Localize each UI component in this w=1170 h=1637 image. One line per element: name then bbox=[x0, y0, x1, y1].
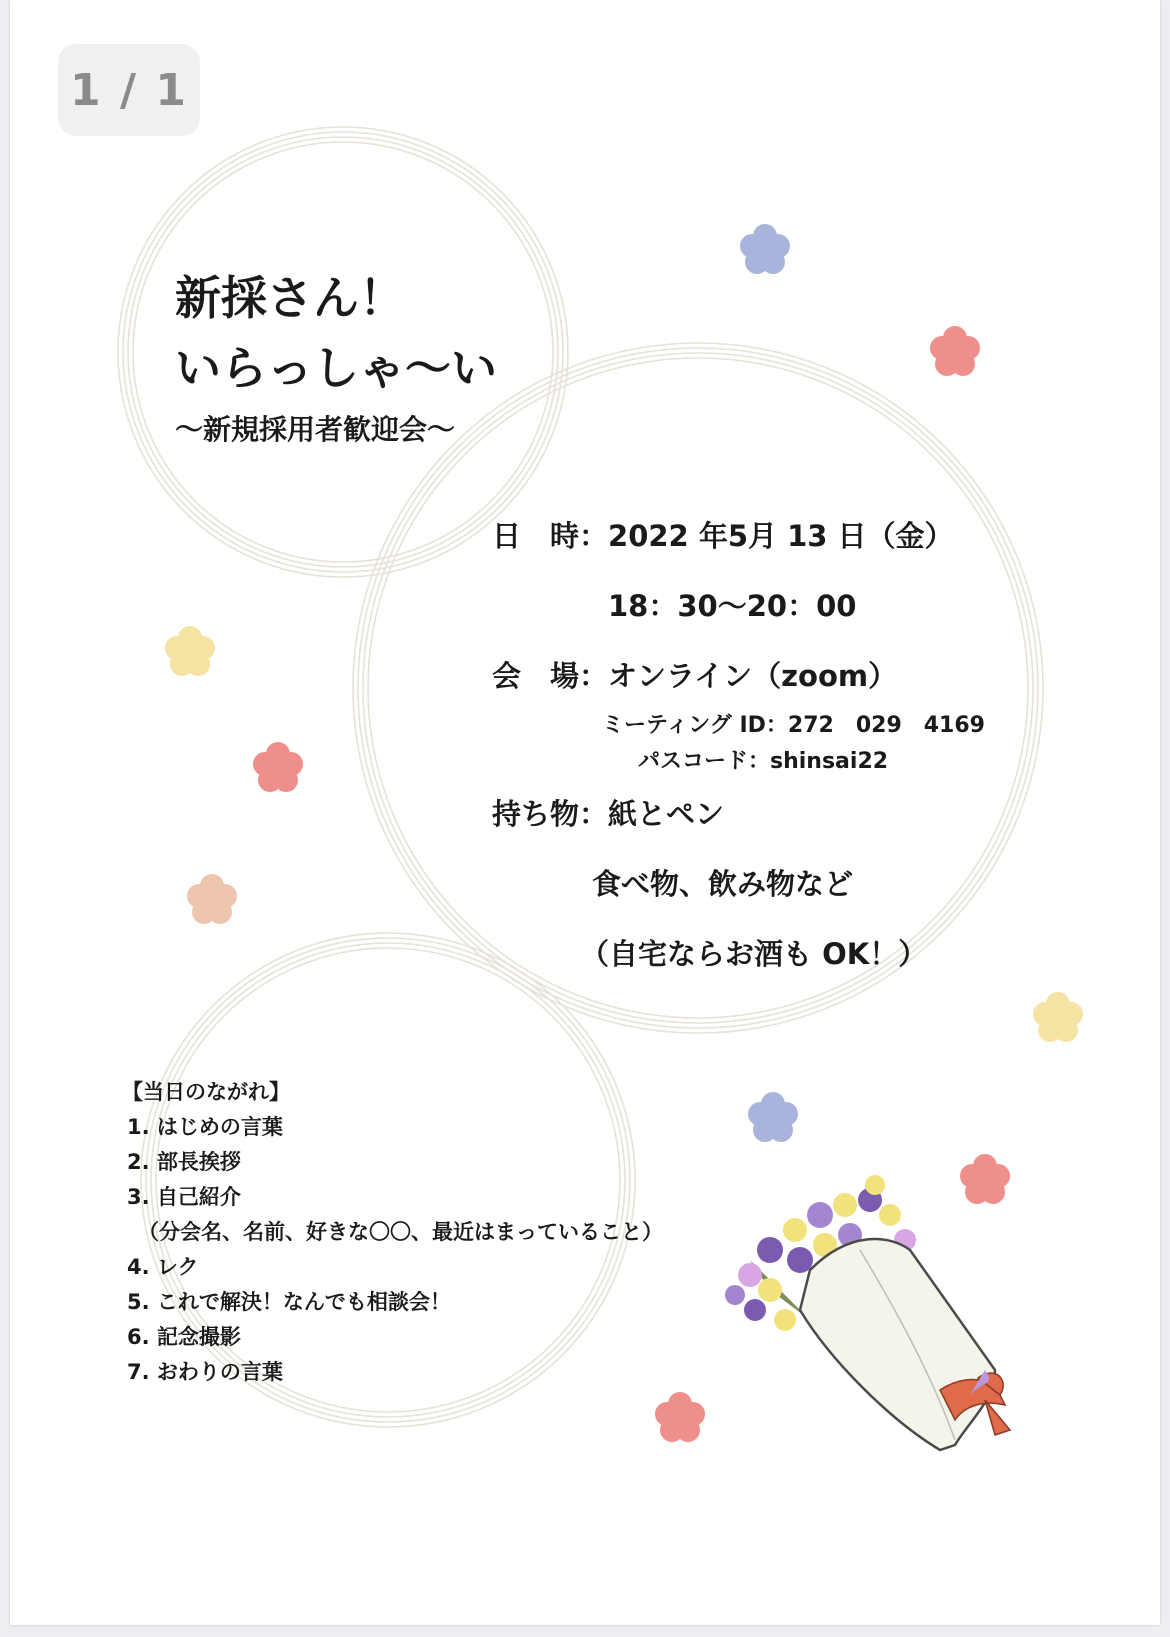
list-item: （分会名、名前、好きな〇〇、最近はまっていること） bbox=[138, 1220, 663, 1244]
list-item: 1. はじめの言葉 bbox=[127, 1115, 283, 1139]
datetime-row bbox=[492, 514, 954, 555]
list-item: 3. 自己紹介 bbox=[127, 1185, 241, 1209]
items-line-2: 食べ物、飲み物など bbox=[592, 867, 854, 901]
list-item: 2. 部長挨拶 bbox=[127, 1150, 241, 1174]
document-page bbox=[10, 0, 1160, 1625]
time-value: 18：30〜20：00 bbox=[608, 589, 857, 623]
venue-label: 会 場： bbox=[492, 659, 609, 693]
page-counter: 1 / 1 bbox=[58, 44, 200, 136]
flow-heading: 【当日のながれ】 bbox=[122, 1080, 290, 1104]
list-item: 4. レク bbox=[127, 1255, 199, 1279]
subtitle: 〜新規採用者歓迎会〜 bbox=[175, 413, 456, 446]
list-item: 5. これで解決！なんでも相談会！ bbox=[127, 1290, 451, 1314]
items-row bbox=[492, 792, 724, 833]
items-value: 紙とペン bbox=[608, 797, 725, 831]
title-line-1: 新採さん！ bbox=[175, 271, 405, 325]
title-line-2: いらっしゃ〜い bbox=[175, 341, 497, 395]
venue-value: オンライン（zoom） bbox=[608, 659, 898, 693]
passcode: パスコード：shinsai22 bbox=[638, 749, 889, 774]
items-label: 持ち物： bbox=[492, 797, 609, 831]
items-line-3: （自宅ならお酒も OK！） bbox=[580, 937, 928, 971]
list-item: 6. 記念撮影 bbox=[127, 1325, 241, 1349]
meeting-id: ミーティング ID：272 029 4169 bbox=[602, 713, 985, 738]
venue-row bbox=[492, 654, 897, 695]
datetime-label: 日 時： bbox=[492, 519, 609, 553]
list-item: 7. おわりの言葉 bbox=[127, 1360, 283, 1384]
datetime-value: 2022 年5月 13 日（金） bbox=[608, 519, 954, 553]
